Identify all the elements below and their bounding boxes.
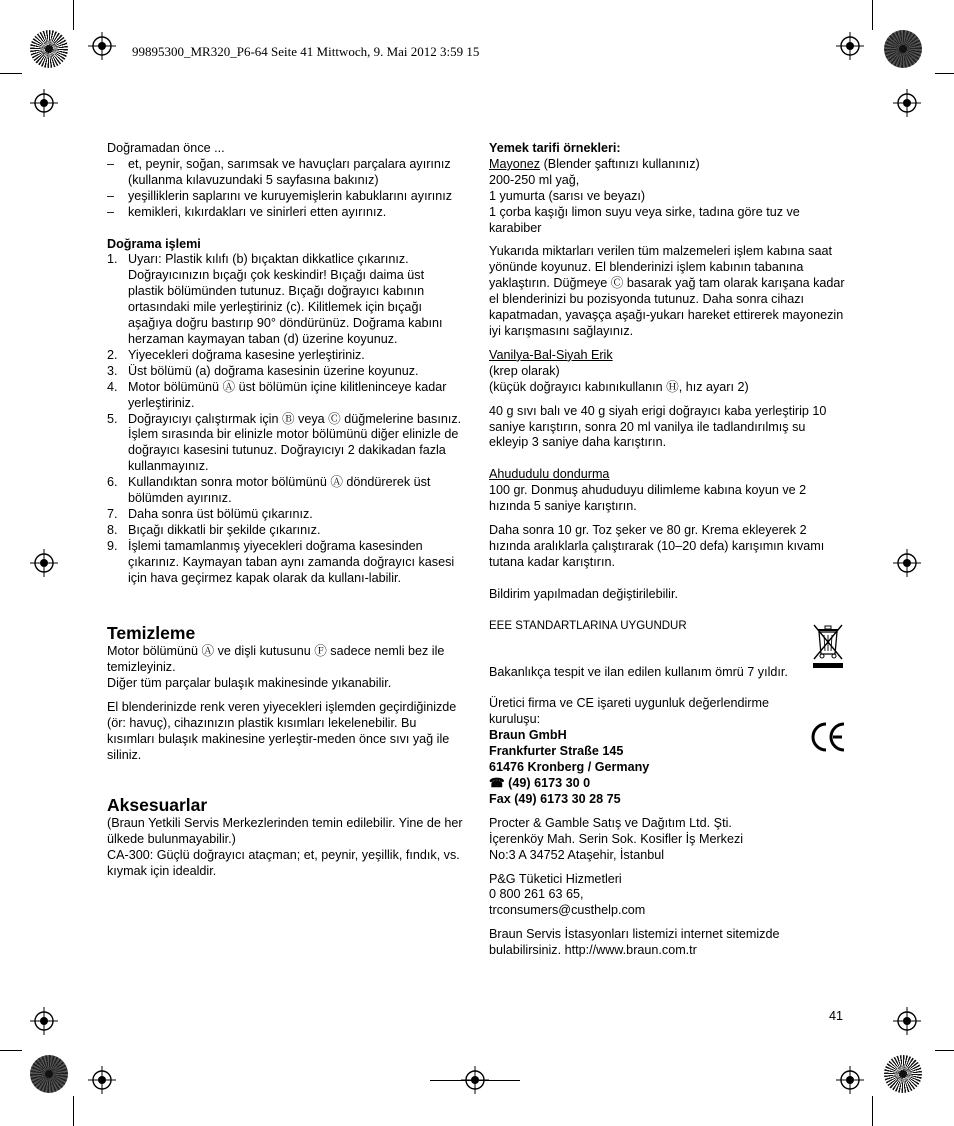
list-item: 5. Doğrayıcıyı çalıştırmak için Ⓑ veya Ⓒ düğmelerine basınız. İşlem sırasında bir elinizle motor bölümünü diğer elinizle de doğrayıcı kasesini tutunuz. Doğrayıcıyı 2 dakikadan fazla kullanmayınız. [107, 411, 462, 474]
registration-mark-icon [893, 1007, 921, 1035]
right-column [489, 141, 846, 959]
left-column [107, 141, 463, 879]
phone-line: ☎ (49) 6173 30 0 [489, 776, 591, 790]
paragraph: (Braun Yetkili Servis Merkezlerinden temin edilebilir. Yine de her ülkede bulunmayabilir.) [107, 815, 463, 846]
crop-mark [872, 1096, 873, 1126]
registration-mark-icon [836, 1066, 864, 1094]
crop-mark [73, 1096, 74, 1126]
address-line: No:3 A 34752 Ataşehir, İstanbul [489, 847, 665, 862]
list-item: 3. Üst bölümü (a) doğrama kasesinin üzerine koyunuz. [107, 363, 419, 378]
registration-mark-icon [30, 1007, 58, 1035]
registration-mark-icon [30, 89, 58, 117]
ingredient-line: (krep olarak) [489, 363, 560, 378]
paragraph: Diğer tüm parçalar bulaşık makinesinde yıkanabilir. [107, 676, 392, 691]
registration-mark-icon [893, 549, 921, 577]
contact-line: trconsumers@custhelp.com [489, 903, 646, 918]
recipe-header: Mayonez (Blender şaftınızı kullanınız) [489, 156, 700, 171]
page-number: 41 [829, 1009, 844, 1023]
paragraph: 40 g sıvı balı ve 40 g siyah erigi doğrayıcı kaba yerleştirip 10 saniye karıştırın, sonra 20 ml vanilya ile tadlandırılmış su ekleyip 3 saniye daha karıştırın. [489, 403, 827, 450]
ingredient-line: (küçük doğrayıcı kabınıkullanın Ⓗ, hız ayarı 2) [489, 379, 749, 394]
crop-mark [872, 0, 873, 30]
compliance-text: EEE STANDARTLARINA UYGUNDUR [489, 619, 687, 632]
ingredient-line: 200-250 ml yağ, [489, 172, 580, 187]
recipe-header: Vanilya-Bal-Siyah Erik [489, 347, 613, 362]
crop-mark [935, 1050, 954, 1051]
paragraph: CA-300: Güçlü doğrayıcı ataçman; et, peynir, yeşillik, fındık, vs. kıymak için idealdir. [107, 847, 460, 878]
list-item: – kemikleri, kıkırdakları ve sinirleri etten ayırınız. [107, 204, 387, 219]
registration-mark-icon [88, 1066, 116, 1094]
address-line: İçerenköy Mah. Serin Sok. Kosifler İş Merkezi [489, 831, 744, 846]
fax-line: Fax (49) 6173 30 28 75 [489, 791, 621, 806]
address-line: Braun GmbH [489, 728, 567, 743]
print-slug: 99895300_MR320_P6-64 Seite 41 Mittwoch, 9. Mai 2012 3:59 15 [132, 44, 480, 59]
list-item: 9. İşlemi tamamlanmış yiyecekleri doğrama kasesinden çıkarınız. Kaymayan taban aynı zamanda doğrayıcı kasesi için hava geçirmez kapak olarak da kullanı-labilir. [107, 538, 455, 585]
ingredient-line: 1 çorba kaşığı limon suyu veya sirke, tadına göre tuz ve karabiber [489, 204, 800, 235]
paragraph: Daha sonra 10 gr. Toz şeker ve 80 gr. Krema ekleyerek 2 hızında aralıklarla çalıştırarak (10–20 defa) karışımın kıvamı tutana kadar karıştırın. [489, 523, 825, 569]
paragraph: Yukarıda miktarları verilen tüm malzemeleri işlem kabına saat yönünde koyunuz. El blenderinizi işlem kabının tabanına yaklaştırın. Düğmeye Ⓒ basarak yağ tam olarak karışana kadar el blenderinizi bu pozisyonda tutunuz. Daha sonra cihazı kapatmadan, yavaşça aşağı-yukarı hareket ettirerek mayonezin iyi karışmasını sağlayınız. [489, 244, 845, 338]
paragraph: Motor bölümünü Ⓐ ve dişli kutusunu Ⓕ sadece nemli bez ile temizleyiniz. [107, 644, 445, 675]
print-burst-icon [30, 30, 68, 68]
paragraph: 100 gr. Donmuş ahududuyu dilimleme kabına koyun ve 2 hızında 5 saniye karıştırın. [489, 483, 807, 514]
print-burst-icon [884, 1055, 922, 1093]
contact-line: 0 800 261 63 65, [489, 887, 584, 902]
ce-mark-icon [809, 720, 847, 754]
list-item: 8. Bıçağı dikkatli bir şekilde çıkarınız. [107, 522, 321, 537]
intro-text: Doğramadan önce ... [107, 141, 225, 155]
list-item: – yeşilliklerin saplarını ve kuruyemişlerin kabuklarını ayırınız [107, 188, 453, 203]
paragraph: Üretici firma ve CE işareti uygunluk değerlendirme kuruluşu: [489, 696, 769, 727]
crop-mark [0, 73, 22, 74]
print-burst-icon [30, 1055, 68, 1093]
ingredient-line: 1 yumurta (sarısı ve beyazı) [489, 188, 646, 203]
recipe-header: Ahududulu dondurma [489, 467, 610, 482]
contact-line: P&G Tüketici Hizmetleri [489, 871, 622, 886]
section-heading: Doğrama işlemi [107, 236, 201, 251]
address-line: Frankfurter Straße 145 [489, 744, 624, 759]
registration-mark-icon [461, 1066, 489, 1094]
registration-mark-icon [836, 32, 864, 60]
address-line: Procter & Gamble Satış ve Dağıtım Ltd. Şti. [489, 815, 732, 830]
crop-mark [0, 1050, 22, 1051]
list-item: 6. Kullandıktan sonra motor bölümünü Ⓐ döndürerek üst bölümden ayırınız. [107, 475, 431, 506]
crop-mark [73, 0, 74, 30]
section-heading: Aksesuarlar [107, 794, 208, 815]
print-burst-icon [884, 30, 922, 68]
list-item: 4. Motor bölümünü Ⓐ üst bölümün içine kilitleninceye kadar yerleştiriniz. [107, 379, 447, 410]
registration-mark-icon [88, 32, 116, 60]
weee-bin-icon [809, 622, 847, 670]
paragraph: Bildirim yapılmadan değiştirilebilir. [489, 586, 678, 601]
address-line: 61476 Kronberg / Germany [489, 760, 650, 775]
list-item: 1. Uyarı: Plastik kılıfı (b) bıçaktan dikkatlice çıkarınız. Doğrayıcınızın bıçağı çok keskindir! Bıçağı daima üst plastik bölümünden tutunuz. Bıçağı doğrayıcı kabının ortasındaki mile yerleştiriniz (c). Kilitlemek için bıçağı aşağıya doğru bastırıp 90° döndürünüz. Doğrama kabını herzaman kaymayan taban (d) üzerine koyunuz. [107, 252, 443, 346]
paragraph: Bakanlıkça tespit ve ilan edilen kullanım ömrü 7 yıldır. [489, 664, 788, 679]
registration-mark-icon [30, 549, 58, 577]
list-item: 2. Yiyecekleri doğrama kasesine yerleştiriniz. [107, 347, 365, 362]
crop-mark [935, 73, 954, 74]
list-item: – et, peynir, soğan, sarımsak ve havuçları parçalara ayırınız (kullanma kılavuzundaki 5 sayfasına bakınız) [107, 156, 451, 187]
list-item: 7. Daha sonra üst bölümü çıkarınız. [107, 506, 313, 521]
registration-mark-icon [893, 89, 921, 117]
paragraph: El blenderinizde renk veren yiyecekleri işlemden geçirdiğinizde (ör: havuç), cihazınızın plastik kısımları lekelenebilir. Bu kısımları bulaşık makinesine yerleştir-meden önce sıvı yağ ile siliniz. [107, 700, 457, 762]
paragraph: Braun Servis İstasyonları listemizi internet sitemizde bulabilirsiniz. http://www.braun.com.tr [489, 927, 780, 958]
section-heading: Yemek tarifi örnekleri: [489, 141, 621, 155]
section-heading: Temizleme [107, 623, 196, 644]
